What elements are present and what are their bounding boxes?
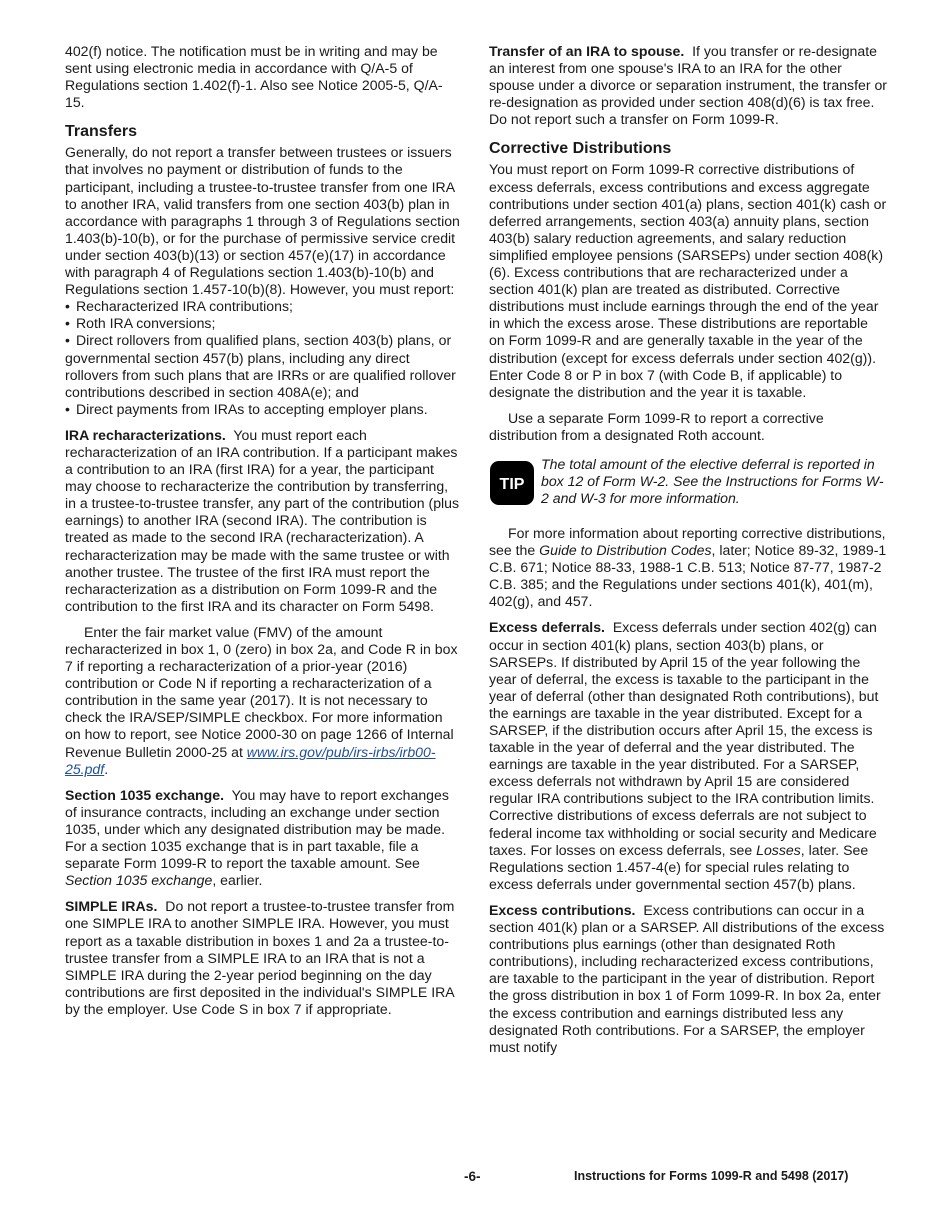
corrective-paragraph: You must report on Form 1099-R corrective distributions of excess deferrals, excess contributions and excess aggregate contributions under section 401(a) plans, section 401(k) cash or deferred arrangements, section 403(a) annuity plans, section 403(b) salary reduction agreements, and salary reduction simplified employee pensions (SARSEPs) under section 408(k)(6). Excess contributions that are recharacterized under a section 401(k) plan are treated as distributed. Corrective distributions must include earnings through the end of the year in which the excess arose. These distributions are reportable on Form 1099-R and are generally taxable in the year of the distribution (except for excess deferrals under section 402(g)). Enter Code 8 or P in box 7 (with Code B, if applicable) to designate the distribution and the year it is taxable. [489, 161, 887, 400]
separate-form-paragraph: Use a separate Form 1099-R to report a corrective distribution from a designated Roth account. [489, 409, 824, 443]
transfer-spouse-paragraph [489, 43, 887, 128]
bullet-item: • Roth IRA conversions; [65, 315, 462, 332]
excess-deferrals-title: Excess deferrals. [489, 619, 605, 636]
right-column [489, 43, 887, 1065]
excess-contributions-title: Excess contributions. [489, 901, 636, 918]
transfer-spouse-text: If you transfer or re-designate an interest from one spouse's IRA to an IRA for the other spouse under a divorce or separation instrument, the transfer or re-designation as provided under section 408(d)(6) is tax free. Do not report such a transfer on Form 1099-R. [489, 43, 887, 128]
bullet-item: • Direct payments from IRAs to accepting employer plans. [65, 401, 462, 418]
section-1035-end: , earlier. [212, 872, 263, 889]
simple-iras-title: SIMPLE IRAs. [65, 898, 158, 915]
distribution-codes-ref: Guide to Distribution Codes [539, 542, 712, 559]
tip-icon-label: TIP [499, 475, 525, 493]
fmv-end: . [104, 760, 109, 777]
transfer-spouse-title: Transfer of an IRA to spouse. [489, 43, 685, 59]
simple-iras-text: Do not report a trustee-to-trustee transfer from one SIMPLE IRA to another SIMPLE IRA. However, you must report as a taxable distribution in boxes 1 and 2a a trustee-to-trustee transfer from a SIMPLE IRA to an IRA that is not a SIMPLE IRA during the 2-year period beginning on the day contributions are first deposited in the individual's SIMPLE IRA by the employer. Use Code S in box 7 if appropriate. [65, 898, 455, 1017]
section-1035-paragraph [65, 787, 462, 890]
ira-recharacterizations-paragraph [65, 427, 462, 615]
transfers-heading: Transfers [65, 123, 138, 141]
tip-box [489, 456, 887, 511]
ira-recharacterizations-title: IRA recharacterizations. [65, 426, 226, 443]
left-column [65, 43, 462, 1027]
more-info-after: , later; Notice 89-32, 1989-1 C.B. 671; Notice 88-33, 1988-1 C.B. 513; Notice 87-77, 1987-2 C.B. 385; and the Regulations under sections 401(k), 401(m), 402(g), and 457. [489, 542, 887, 610]
corrective-distributions-heading: Corrective Distributions [489, 140, 672, 158]
bullet-item: • Recharacterized IRA contributions; [65, 298, 462, 315]
tip-icon [489, 460, 535, 506]
excess-contributions-text: Excess contributions can occur in a section 401(k) plan or a SARSEP. All distributions of the excess contributions plus earnings (other than designated Roth contributions), including recharacterized excess contributions, are taxable to the participant in the year of distribution. Report the gross distribution in box 1 of Form 1099-R. In box 2a, enter the excess contribution and earnings distributed less any designated Roth contributions. For a SARSEP, the employer must notify [489, 901, 885, 1055]
excess-deferrals-text: Excess deferrals under section 402(g) can occur in section 401(k) plans, section 403(b) plans, or SARSEPs. If distributed by April 15 of the year following the year of deferral, the excess is taxable to the participant in the year of deferral (other than designated Roth contributions), but the earnings are taxable in the year distributed. Except for a SARSEP, if the distribution occurs after April 15, the excess is taxable in the year of deferral and the year distributed. The earnings are taxable in the year distributed. For a SARSEP, excess deferrals not withdrawn by April 15 are considered regular IRA contributions subject to the IRA contribution limits. Corrective distributions of excess deferrals are not subject to federal income tax withholding or social security and Medicare taxes. For losses on excess deferrals, see [489, 619, 879, 858]
more-info-paragraph [489, 525, 887, 610]
document-title: Instructions for Forms 1099-R and 5498 (2017) [574, 1169, 849, 1183]
fmv-text: Enter the fair market value (FMV) of the amount recharacterized in box 1, 0 (zero) in box 2a, and Code R in box 7 if reporting a recharacterization of a prior-year (2016) contribution or Code N if reporting a recharacterization of a contribution in the same year (2017). It is not necessary to check the IRA/SEP/SIMPLE checkbox. For more information on how to report, see Notice 2000-30 on page 1266 of Internal Revenue Bulletin 2000-25 at [65, 623, 458, 760]
irb-link[interactable]: www.irs.gov/pub/irs-irbs/irb00-25.pdf [65, 743, 436, 777]
fmv-paragraph [65, 624, 462, 778]
section-1035-text: You may have to report exchanges of insurance contracts, including an exchange under section 1035, under which any designated distribution may be made. For a section 1035 exchange that is in part taxable, file a separate Form 1099-R to report the taxable amount. See [65, 786, 449, 872]
bullet-item: • Direct rollovers from qualified plans, section 403(b) plans, or governmental section 457(b) plans, including any direct rollovers from such plans that are IRRs or are qualified rollover contributions described in section 408A(e); and [65, 332, 462, 400]
transfers-paragraph: Generally, do not report a transfer between trustees or issuers that involves no payment or distribution of funds to the participant, including a trustee-to-trustee transfer from one IRA to another IRA, valid transfers from one section 403(b) plan in accordance with paragraphs 1 through 3 of Regulations section 1.403(b)-10(b), or for the purchase of permissive service credit under section 403(b)(13) or section 457(e)(17) in accordance with paragraph 4 of Regulations section 1.403(b)-10(b) and Regulations section 1.457-10(b)(8). However, you must report: [65, 144, 460, 298]
simple-iras-paragraph [65, 898, 462, 1018]
excess-contributions-paragraph [489, 902, 887, 1056]
transfers-bullet-list [65, 298, 462, 418]
page-footer [0, 1169, 950, 1189]
section-1035-title: Section 1035 exchange. [65, 786, 225, 803]
tip-text: The total amount of the elective deferral is reported in box 12 of Form W-2. See the Instructions for Forms W-2 and W-3 for more information. [541, 455, 884, 507]
excess-deferrals-paragraph [489, 619, 887, 893]
section-1035-ref: Section 1035 exchange [65, 872, 213, 889]
intro-paragraph: 402(f) notice. The notification must be in writing and may be sent using electronic media in accordance with Q/A-5 of Regulations section 1.402(f)-1. Also see Notice 2005-5, Q/A-15. [65, 43, 443, 111]
more-info-before: For more information about reporting corrective distributions, see the [489, 524, 886, 559]
ira-recharacterizations-text: You must report each recharacterization of an IRA contribution. If a participant makes a contribution to an IRA (first IRA) for a year, the participant may choose to recharacterize the contribution by transferring, in a trustee-to-trustee transfer, any part of the contribution (plus earnings) to another IRA (second IRA). The contribution is treated as made to the second IRA (recharacterization). A recharacterization may be made with the same trustee or with another trustee. The trustee of the first IRA must report the recharacterization as a distribution on Form 1099-R and the contribution to the first IRA and its character on Form 5498. [65, 426, 460, 614]
excess-deferrals-end: , later. See Regulations section 1.457-4(e) for special rules relating to excess deferrals under governmental section 457(b) plans. [489, 841, 869, 892]
losses-ref: Losses [756, 841, 801, 858]
page-number: -6- [464, 1169, 481, 1184]
